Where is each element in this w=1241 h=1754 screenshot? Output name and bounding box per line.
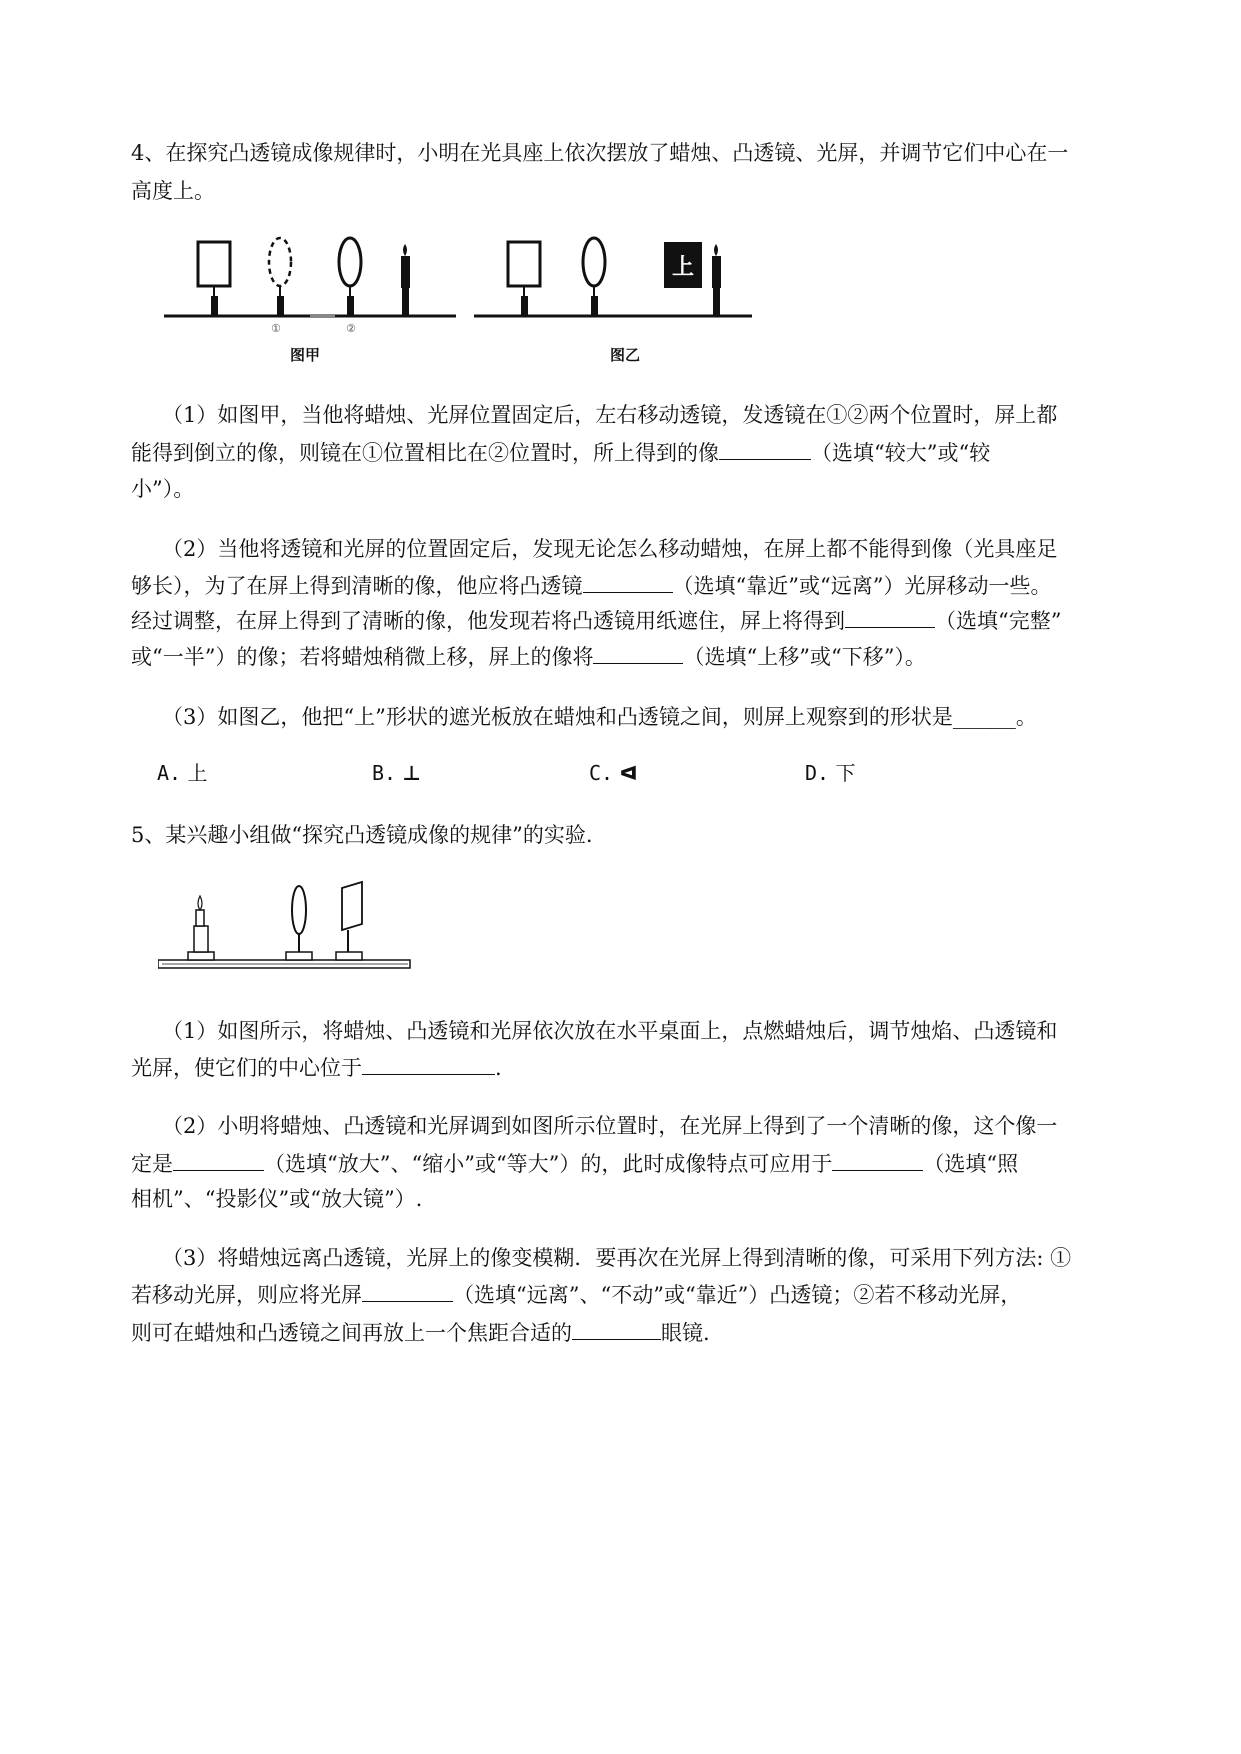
q4-p2-answer-blank-2[interactable] bbox=[845, 605, 935, 628]
option-d-label: D. bbox=[805, 761, 830, 785]
q4-p2-answer-blank-3[interactable] bbox=[593, 641, 683, 664]
jia-candle bbox=[401, 244, 410, 316]
option-b-label: B. bbox=[372, 761, 397, 785]
q4-p2-line2-tail: （选填“靠近”或“远离”）光屏移动一些。 bbox=[672, 574, 1052, 598]
jia-pos2-label: ② bbox=[346, 322, 356, 335]
q5-stem: 5、某兴趣小组做“探究凸透镜成像的规律”的实验. bbox=[131, 823, 593, 847]
q5-p2-line2-middle: （选填“放大”、“缩小”或“等大”）的，此时成像特点可应用于 bbox=[264, 1152, 833, 1176]
q5-screen bbox=[336, 882, 362, 960]
q5-lens bbox=[286, 886, 312, 960]
q4-p2-line1: （2）当他将透镜和光屏的位置固定后，发现无论怎么移动蜡烛，在屏上都不能得到像（光具座足 bbox=[162, 537, 1058, 561]
option-d-text: 下 bbox=[835, 761, 856, 785]
q5-p2-line2-text: 定是 bbox=[131, 1152, 173, 1176]
fig-yi-caption: 图乙 bbox=[610, 346, 641, 364]
jia-screen bbox=[198, 242, 230, 316]
q4-option-d[interactable] bbox=[805, 758, 855, 788]
figure-q5-bench bbox=[158, 880, 414, 980]
q4-p2-line3-text: 经过调整，在屏上得到了清晰的像，他发现若将凸透镜用纸遮住，屏上将得到 bbox=[131, 609, 845, 633]
q4-p2-line3-tail: （选填“完整” bbox=[935, 609, 1062, 633]
yi-lens bbox=[583, 238, 605, 316]
fig-jia-caption: 图甲 bbox=[290, 346, 321, 364]
q5-p1-line1: （1）如图所示，将蜡烛、凸透镜和光屏依次放在水平桌面上，点燃蜡烛后，调节烛焰、凸透镜和 bbox=[162, 1019, 1058, 1043]
q4-p3-line1 bbox=[162, 702, 1037, 732]
q4-option-a[interactable] bbox=[157, 758, 207, 788]
q5-p3-line2 bbox=[131, 1279, 1021, 1310]
q5-p3-line2-text: 若移动光屏，则应将光屏 bbox=[131, 1283, 362, 1307]
yi-candle bbox=[712, 244, 721, 316]
jia-lens-position-1 bbox=[269, 238, 291, 316]
q4-p1-line1: （1）如图甲，当他将蜡烛、光屏位置固定后，左右移动透镜，发透镜在①②两个位置时，屏上都 bbox=[162, 403, 1058, 427]
option-c-label: C. bbox=[589, 761, 614, 785]
jia-pos1-label: ① bbox=[271, 322, 281, 335]
q4-option-c[interactable] bbox=[589, 758, 638, 788]
q4-p1-line2-tail: （选填“较大”或“较 bbox=[811, 441, 991, 465]
q4-stem-line2: 高度上。 bbox=[131, 179, 215, 203]
q5-p2-line1: （2）小明将蜡烛、凸透镜和光屏调到如图所示位置时，在光屏上得到了一个清晰的像，这个像一 bbox=[162, 1114, 1058, 1138]
q4-p2-line4-text: 或“一半”）的像；若将蜡烛稍微上移，屏上的像将 bbox=[131, 645, 594, 669]
yi-screen bbox=[508, 242, 540, 316]
jia-lens-position-2 bbox=[339, 238, 361, 316]
q5-p3-answer-blank-2[interactable] bbox=[572, 1317, 661, 1340]
q5-p2-line2 bbox=[131, 1148, 1018, 1179]
q4-p3-line1-text: （3）如图乙，他把“上”形状的遮光板放在蜡烛和凸透镜之间，则屏上观察到的形状是 bbox=[162, 705, 953, 729]
q4-p2-line4-tail: （选填“上移”或“下移”）。 bbox=[683, 645, 926, 669]
yi-shade-board bbox=[664, 242, 702, 288]
q4-p2-line2-text: 够长），为了在屏上得到清晰的像，他应将凸透镜 bbox=[131, 574, 583, 598]
q5-p1-line2 bbox=[131, 1052, 502, 1083]
q5-p3-answer-blank-1[interactable] bbox=[362, 1279, 453, 1302]
q5-candle bbox=[188, 896, 214, 960]
q4-p1-line2-text: 能得到倒立的像，则镜在①位置相比在②位置时，所上得到的像 bbox=[131, 441, 719, 465]
option-c-text: ᐊ bbox=[619, 761, 638, 785]
yi-board-char: 上 bbox=[671, 255, 695, 280]
q4-stem-line1: 4、在探究凸透镜成像规律时，小明在光具座上依次摆放了蜡烛、凸透镜、光屏，并调节它们中心在一 bbox=[131, 141, 1069, 165]
figure-yi bbox=[470, 228, 760, 368]
q5-p3-line2-tail: （选填“远离”、“不动”或“靠近”）凸透镜；②若不移动光屏， bbox=[453, 1283, 1022, 1307]
figure-jia bbox=[160, 228, 460, 368]
q5-p3-line3-tail: 眼镜. bbox=[661, 1321, 710, 1345]
q4-p2-line4 bbox=[131, 641, 926, 672]
q5-p1-line2-text: 光屏，使它们的中心位于 bbox=[131, 1056, 362, 1080]
option-a-text: 上 bbox=[187, 761, 208, 785]
q4-p2-line3 bbox=[131, 605, 1061, 636]
q5-p1-line2-tail: . bbox=[495, 1056, 502, 1080]
q5-p2-answer-blank-1[interactable] bbox=[173, 1148, 264, 1171]
q5-p2-line3: 相机”、“投影仪”或“放大镜”）. bbox=[131, 1187, 423, 1211]
q5-p3-line3-text: 则可在蜡烛和凸透镜之间再放上一个焦距合适的 bbox=[131, 1321, 572, 1345]
q4-p3-answer-blank[interactable]: ______ bbox=[952, 705, 1016, 729]
option-a-label: A. bbox=[157, 761, 182, 785]
option-b-text: ⊥ bbox=[402, 761, 421, 785]
q5-p2-answer-blank-2[interactable] bbox=[832, 1148, 923, 1171]
q5-p2-line2-tail: （选填“照 bbox=[923, 1152, 1019, 1176]
q4-p2-answer-blank-1[interactable] bbox=[583, 570, 673, 593]
q5-p3-line1: （3）将蜡烛远离凸透镜，光屏上的像变模糊．要再次在光屏上得到清晰的像，可采用下列方法: ① bbox=[162, 1246, 1072, 1270]
q5-p3-line3 bbox=[131, 1317, 710, 1348]
q4-p3-line1-tail: 。 bbox=[1015, 705, 1037, 729]
q4-p2-line2 bbox=[131, 570, 1051, 601]
q4-p1-line2 bbox=[131, 437, 990, 468]
q4-p1-line3: 小”）。 bbox=[131, 477, 195, 501]
q5-p1-answer-blank[interactable] bbox=[362, 1052, 495, 1075]
q4-p1-answer-blank[interactable] bbox=[719, 437, 811, 460]
q4-option-b[interactable] bbox=[372, 758, 421, 788]
